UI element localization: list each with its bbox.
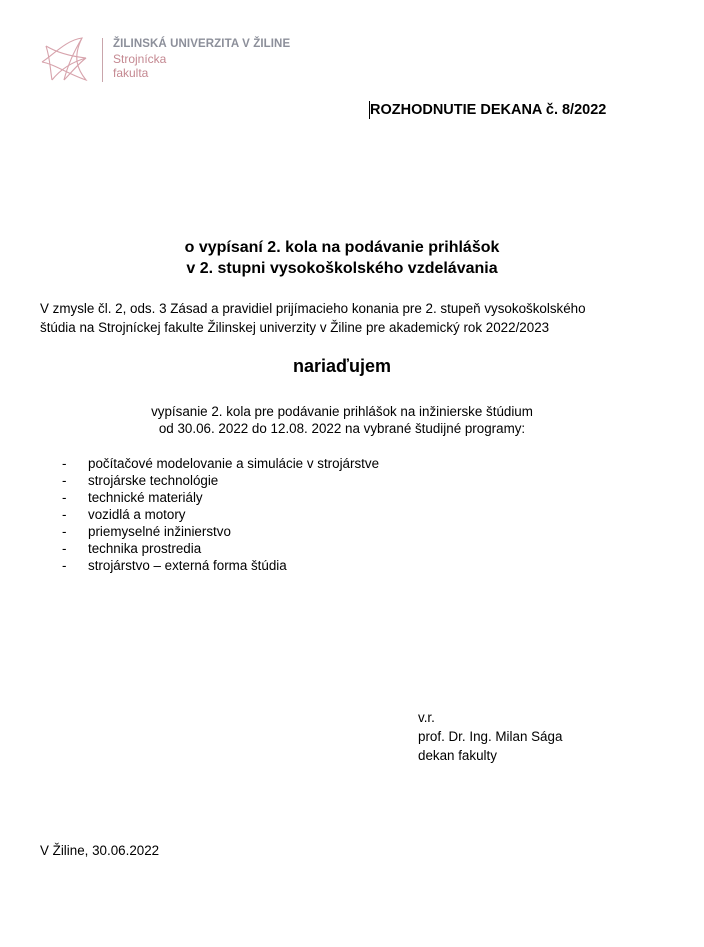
signatory-role: dekan fakulty (418, 748, 497, 763)
list-item: - počítačové modelovanie a simulácie v strojárstve (62, 455, 379, 472)
university-name: ŽILINSKÁ UNIVERZITA V ŽILINE (113, 38, 291, 50)
announcement-line-1: vypísanie 2. kola pre podávanie prihlášok na inžinierske štúdium (151, 404, 533, 419)
signature-block (418, 708, 562, 765)
decision-subject (0, 237, 684, 279)
faculty-name-line-1: Strojnícka (113, 52, 167, 66)
intro-line-2: štúdia na Strojníckej fakulte Žilinskej univerzity v Žiline pre akademický rok 2022/2023 (40, 320, 550, 335)
list-item: - strojárske technológie (62, 472, 379, 489)
intro-paragraph (40, 299, 660, 337)
announcement-line-2: od 30.06. 2022 do 12.08. 2022 na vybrané študijné programy: (158, 421, 526, 436)
announcement-paragraph (0, 403, 684, 437)
list-item: - strojárstvo – externá forma štúdia (62, 557, 379, 574)
institution-name (113, 37, 290, 80)
logo-divider (102, 38, 103, 82)
signature-prefix: v.r. (418, 710, 435, 725)
university-logo-icon (38, 34, 90, 84)
list-item: - technika prostredia (62, 540, 379, 557)
subject-line-2: v 2. stupni vysokoškolského vzdelávania (186, 260, 498, 277)
faculty-name-line-2: fakulta (113, 66, 149, 80)
subject-line-1: o vypísaní 2. kola na podávanie prihlášok (184, 239, 500, 256)
decision-title: ROZHODNUTIE DEKANA č. 8/2022 (370, 102, 607, 118)
study-programs-list (62, 455, 379, 574)
signatory-name: prof. Dr. Ing. Milan Sága (418, 729, 563, 744)
order-heading: nariaďujem (293, 356, 391, 376)
intro-line-1: V zmysle čl. 2, ods. 3 Zásad a pravidiel prijímacieho konania pre 2. stupeň vysokoškolského (40, 301, 586, 316)
place-and-date: V Žiline, 30.06.2022 (40, 843, 160, 858)
list-item: - vozidlá a motory (62, 506, 379, 523)
list-item: - priemyselné inžinierstvo (62, 523, 379, 540)
list-item: - technické materiály (62, 489, 379, 506)
